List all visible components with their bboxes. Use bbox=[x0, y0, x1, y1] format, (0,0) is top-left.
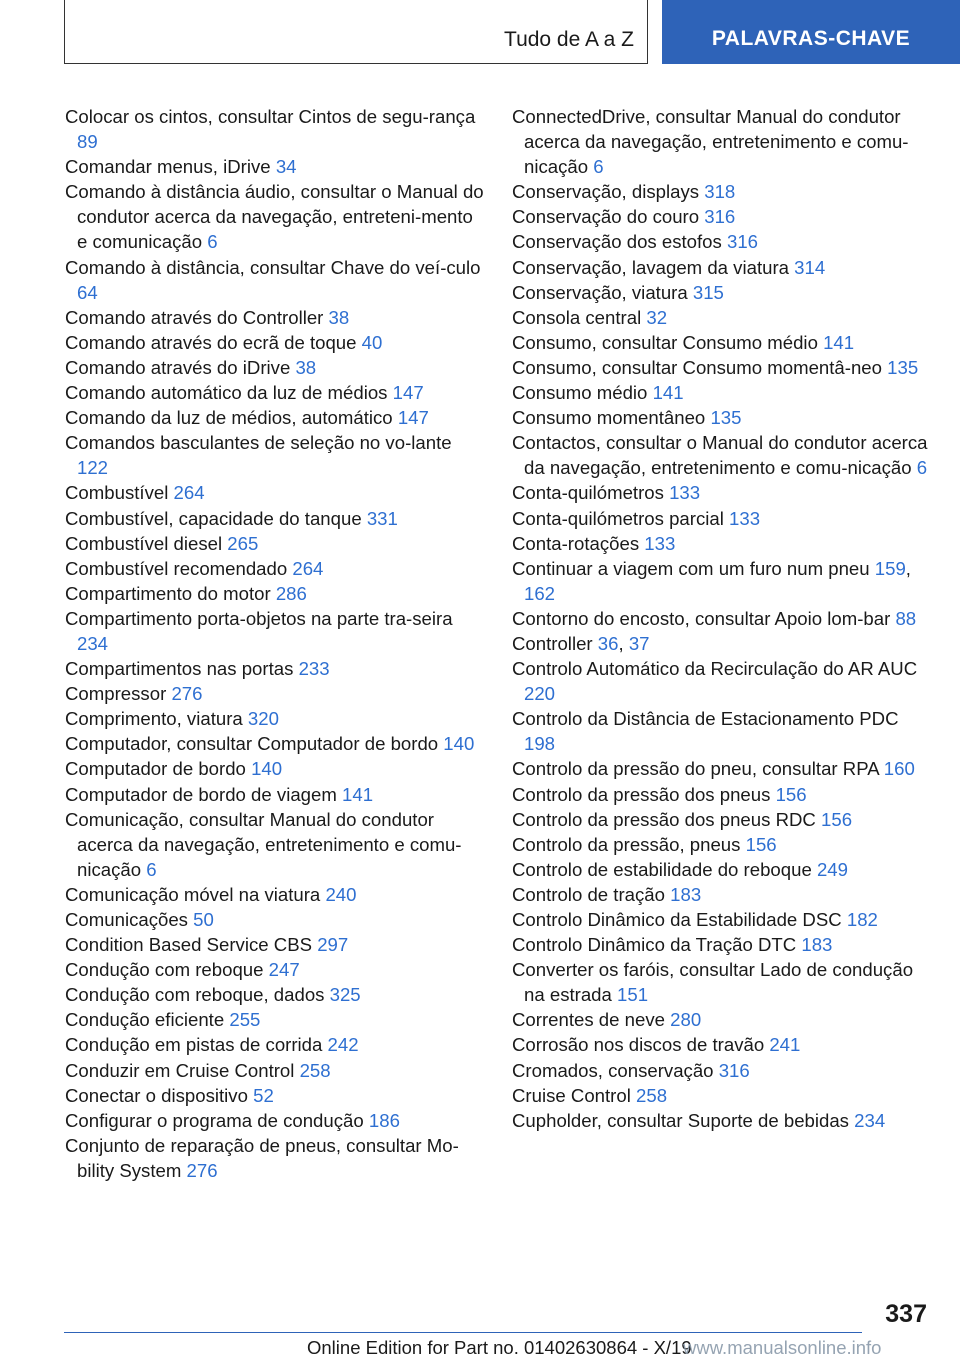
index-entry bbox=[512, 229, 932, 254]
index-entry bbox=[65, 480, 485, 505]
page-reference-link[interactable]: 38 bbox=[328, 306, 350, 328]
page-reference-link[interactable]: 156 bbox=[775, 783, 807, 805]
page-reference-link[interactable]: 182 bbox=[846, 909, 878, 930]
index-entry bbox=[65, 656, 485, 681]
index-entry-term: Combustível diesel bbox=[65, 532, 228, 554]
index-column-left bbox=[65, 104, 485, 1183]
index-entry-term: Conservação dos estofos bbox=[512, 231, 727, 253]
page-reference-link[interactable]: 140 bbox=[251, 758, 283, 780]
page-reference-link[interactable]: 133 bbox=[669, 482, 701, 504]
index-entry-term: Continuar a viagem com um furo num pneu bbox=[512, 557, 875, 579]
index-entry bbox=[512, 1108, 932, 1133]
page-reference-link[interactable]: 258 bbox=[636, 1084, 668, 1106]
index-entry-term: Comando à distância, consultar Chave do veí-culo bbox=[65, 256, 481, 278]
index-entry-term: Compartimento porta-objetos na parte tra-seira bbox=[65, 607, 453, 629]
index-entry bbox=[512, 1058, 932, 1083]
page-reference-link[interactable]: 34 bbox=[275, 156, 297, 178]
index-entry bbox=[65, 581, 485, 606]
index-entry-term: Consumo médio bbox=[512, 382, 653, 404]
index-entry-term: Conservação, displays bbox=[512, 181, 705, 203]
page-reference-link[interactable]: 147 bbox=[392, 382, 424, 404]
page-reference-link[interactable]: 234 bbox=[77, 632, 109, 654]
index-entry bbox=[512, 932, 932, 957]
page-reference-link[interactable]: 247 bbox=[268, 959, 300, 981]
page-reference-link[interactable]: 38 bbox=[295, 356, 317, 378]
footer-watermark[interactable]: www.manualsonline.info bbox=[683, 1337, 882, 1358]
index-entry bbox=[512, 756, 932, 781]
page-reference-link[interactable]: 325 bbox=[329, 984, 361, 1006]
index-entry-term: Conduzir em Cruise Control bbox=[65, 1059, 300, 1081]
index-entry-term: Configurar o programa de condução bbox=[65, 1109, 369, 1131]
page-reference-link[interactable]: 276 bbox=[186, 1159, 218, 1181]
index-entry bbox=[512, 1032, 932, 1057]
page-reference-link[interactable]: 162 bbox=[524, 582, 556, 604]
index-entry-term: Comando através do Controller bbox=[65, 306, 329, 328]
index-entry bbox=[512, 832, 932, 857]
index-entry-term: ConnectedDrive, consultar Manual do condutor acerca da navegação, entretenimento e comu-nicação bbox=[512, 106, 909, 178]
index-entry bbox=[512, 882, 932, 907]
index-entry bbox=[512, 355, 932, 380]
index-entry-term: Compartimentos nas portas bbox=[65, 658, 299, 680]
index-entry-term: Condition Based Service CBS bbox=[65, 934, 318, 956]
index-entry-term: Computador, consultar Computador de bordo bbox=[65, 733, 444, 755]
index-entry-term: Controlo da pressão dos pneus bbox=[512, 783, 776, 805]
index-entry bbox=[65, 430, 485, 480]
section-title: Tudo de A a Z bbox=[504, 28, 634, 51]
index-entry bbox=[65, 355, 485, 380]
page-reference-link[interactable]: 122 bbox=[77, 457, 109, 479]
index-entry bbox=[512, 706, 932, 756]
page-reference-link[interactable]: 258 bbox=[299, 1059, 331, 1081]
page-reference-link[interactable]: 233 bbox=[298, 658, 330, 680]
index-entry-term: Controller bbox=[512, 632, 598, 654]
index-entry bbox=[65, 1108, 485, 1133]
index-entry-term: Conjunto de reparação de pneus, consultar Mo-bility System bbox=[65, 1134, 459, 1181]
page-reference-link[interactable]: 240 bbox=[325, 883, 357, 905]
index-entry-term: Comando automático da luz de médios bbox=[65, 382, 393, 404]
index-entry-term: Comunicações bbox=[65, 909, 194, 930]
page-reference-link[interactable]: 276 bbox=[171, 683, 203, 705]
page-reference-link[interactable]: 316 bbox=[704, 206, 736, 228]
index-entry bbox=[512, 1007, 932, 1032]
index-entry-term: Controlo de tração bbox=[512, 883, 671, 905]
page-reference-link[interactable]: 264 bbox=[173, 482, 205, 504]
index-entry bbox=[65, 807, 485, 882]
index-entry-term: Condução em pistas de corrida bbox=[65, 1034, 328, 1056]
index-entry-term: Condução com reboque bbox=[65, 959, 269, 981]
index-entry-term: Controlo da pressão dos pneus RDC bbox=[512, 808, 822, 830]
index-entry bbox=[65, 1007, 485, 1032]
page-reference-link[interactable]: 318 bbox=[704, 181, 736, 203]
index-entry bbox=[65, 405, 485, 430]
index-entry bbox=[512, 430, 932, 480]
index-entry-term: Correntes de neve bbox=[512, 1009, 671, 1031]
index-entry bbox=[512, 807, 932, 832]
index-entry-term: Comando através do ecrã de toque bbox=[65, 331, 362, 353]
page-reference-link[interactable]: 255 bbox=[229, 1009, 261, 1031]
index-entry bbox=[65, 380, 485, 405]
index-entry-term: Controlo da Distância de Estacionamento PDC bbox=[512, 708, 899, 730]
index-entry-term: Contactos, consultar o Manual do condutor acerca da navegação, entretenimento e comu-nicação bbox=[512, 432, 928, 479]
page-reference-link[interactable]: 286 bbox=[275, 582, 307, 604]
index-entry bbox=[512, 857, 932, 882]
index-entry-term: Comando da luz de médios, automático bbox=[65, 407, 398, 429]
index-entry-term: Comandos basculantes de seleção no vo-lante bbox=[65, 432, 452, 454]
index-entry-term: Conservação do couro bbox=[512, 206, 705, 228]
index-entry bbox=[65, 731, 485, 756]
index-entry: Controller 36, 37 bbox=[512, 632, 650, 654]
index-entry bbox=[512, 782, 932, 807]
index-entry bbox=[65, 556, 485, 581]
page-reference-link[interactable]: 6 bbox=[916, 457, 928, 479]
index-entry-term: Consumo momentâneo bbox=[512, 407, 711, 429]
index-entry-term: Controlo Dinâmico da Estabilidade DSC bbox=[512, 909, 847, 930]
page-reference-link[interactable]: 241 bbox=[769, 1034, 801, 1056]
index-entry bbox=[65, 882, 485, 907]
page-reference-link[interactable]: 156 bbox=[745, 833, 777, 855]
index-entry-term: Consumo, consultar Consumo médio bbox=[512, 331, 824, 353]
index-entry bbox=[512, 606, 932, 631]
page-reference-link[interactable]: 316 bbox=[726, 231, 759, 253]
index-entry-term: Cupholder, consultar Suporte de bebidas bbox=[512, 1109, 855, 1131]
page-reference-link[interactable]: 151 bbox=[617, 984, 649, 1006]
page-reference-link[interactable]: 32 bbox=[646, 306, 668, 328]
index-entry-term: Corrosão nos discos de travão bbox=[512, 1034, 770, 1056]
index-entry bbox=[65, 681, 485, 706]
index-entry-term: Cromados, conservação bbox=[512, 1059, 719, 1081]
page-reference-link[interactable]: 249 bbox=[816, 858, 848, 880]
page-reference-link[interactable]: 133 bbox=[644, 532, 676, 554]
index-entry-term: Compartimento do motor bbox=[65, 582, 276, 604]
index-entry-term: Converter os faróis, consultar Lado de condução na estrada bbox=[512, 959, 914, 1006]
index-entry bbox=[65, 782, 485, 807]
index-entry-term: Compressor bbox=[65, 683, 172, 705]
index-entry-term: Computador de bordo de viagem bbox=[65, 783, 343, 805]
index-entry-term: Controlo Dinâmico da Tração DTC bbox=[512, 934, 802, 956]
page-reference-link[interactable]: 133 bbox=[729, 507, 761, 529]
page-reference-link[interactable]: 160 bbox=[883, 758, 915, 780]
page-reference-link[interactable]: 183 bbox=[801, 934, 833, 956]
page-reference-link[interactable]: 40 bbox=[361, 331, 383, 353]
page-reference-link[interactable]: 156 bbox=[821, 808, 853, 830]
index-entry bbox=[65, 606, 485, 656]
page-reference-link[interactable]: 320 bbox=[247, 708, 279, 730]
page-reference-link[interactable]: 198 bbox=[524, 733, 556, 755]
index-entry bbox=[65, 957, 485, 982]
index-entry bbox=[512, 204, 932, 229]
page-reference-link[interactable]: 314 bbox=[794, 256, 826, 278]
index-entry-term: Conta-quilómetros bbox=[512, 482, 670, 504]
index-entry bbox=[65, 154, 485, 179]
index-entry bbox=[512, 104, 932, 179]
index-entry-term: Comprimento, viatura bbox=[65, 708, 248, 730]
index-entry-term: Consumo, consultar Consumo momentâ-neo bbox=[512, 356, 888, 378]
index-entry bbox=[65, 982, 485, 1007]
index-entry bbox=[65, 104, 485, 154]
index-entry-term: Controlo da pressão do pneu, consultar RPA bbox=[512, 758, 884, 780]
page-reference-link[interactable]: 64 bbox=[77, 281, 98, 303]
page-reference-link[interactable]: 140 bbox=[443, 733, 475, 755]
index-entry-term: Combustível recomendado bbox=[65, 557, 293, 579]
page-reference-link[interactable]: 234 bbox=[854, 1109, 886, 1131]
page-reference-link[interactable]: 36 bbox=[597, 632, 619, 654]
index-entry bbox=[512, 480, 932, 505]
index-entry bbox=[65, 932, 485, 957]
index-entry-term: Comandar menus, iDrive bbox=[65, 156, 276, 178]
page-reference-link[interactable]: 88 bbox=[895, 607, 917, 629]
index-entry bbox=[512, 255, 932, 280]
index-entry-term: Conta-rotações bbox=[512, 532, 645, 554]
page-reference-link[interactable]: 135 bbox=[887, 356, 919, 378]
index-column-right bbox=[512, 104, 932, 1133]
page-reference-link[interactable]: 141 bbox=[823, 331, 855, 353]
index-entry-term: Comando através do iDrive bbox=[65, 356, 296, 378]
index-entry-term: Condução com reboque, dados bbox=[65, 984, 330, 1006]
page-reference-link[interactable]: 52 bbox=[253, 1084, 274, 1106]
index-entry-term: Consola central bbox=[512, 306, 647, 328]
index-entry-term: Colocar os cintos, consultar Cintos de segu-rança bbox=[65, 106, 476, 127]
index-entry: Continuar a viagem com um furo num pneu 159, 162 bbox=[512, 557, 911, 604]
index-entry bbox=[512, 280, 932, 305]
index-entry bbox=[65, 1058, 485, 1083]
index-entry-term: Controlo da pressão, pneus bbox=[512, 833, 746, 855]
index-entry bbox=[65, 179, 485, 254]
page-reference-link[interactable]: 37 bbox=[628, 632, 650, 654]
index-entry-term: Contorno do encosto, consultar Apoio lom-bar bbox=[512, 607, 896, 629]
page-reference-link[interactable]: 280 bbox=[670, 1009, 702, 1031]
index-entry bbox=[65, 1032, 485, 1057]
index-entry bbox=[512, 179, 932, 204]
index-entry bbox=[512, 330, 932, 355]
index-entry bbox=[512, 506, 932, 531]
index-entry bbox=[65, 330, 485, 355]
index-entry-term: Conta-quilómetros parcial bbox=[512, 507, 730, 529]
index-entry-term: Comunicação móvel na viatura bbox=[65, 883, 326, 905]
index-entry-term: Comunicação, consultar Manual do condutor acerca da navegação, entretenimento e comu-nicação bbox=[65, 808, 462, 880]
footer-edition: Online Edition for Part no. 01402630864 - X/19 bbox=[307, 1337, 692, 1358]
index-entry-term: Combustível bbox=[65, 482, 174, 504]
page-reference-link[interactable]: 242 bbox=[327, 1034, 359, 1056]
index-entry bbox=[512, 1083, 932, 1108]
page-reference-link[interactable]: 186 bbox=[368, 1109, 400, 1131]
index-entry bbox=[65, 531, 485, 556]
page-number: 337 bbox=[885, 1300, 927, 1328]
index-entry bbox=[65, 907, 485, 932]
page-reference-link[interactable]: 6 bbox=[593, 156, 604, 178]
index-entry-term: Conservação, lavagem da viatura bbox=[512, 256, 795, 278]
page-reference-link[interactable]: 316 bbox=[718, 1059, 750, 1081]
page-reference-link[interactable]: 220 bbox=[524, 683, 556, 705]
index-entry bbox=[65, 305, 485, 330]
page-reference-link[interactable]: 297 bbox=[317, 934, 349, 956]
index-entry bbox=[512, 405, 932, 430]
index-entry-term: Condução eficiente bbox=[65, 1009, 230, 1031]
index-entry bbox=[65, 506, 485, 531]
page-reference-link[interactable]: 6 bbox=[207, 231, 218, 253]
footer-divider bbox=[64, 1332, 862, 1333]
page-reference-link[interactable]: 50 bbox=[193, 909, 214, 930]
index-entry-term: Computador de bordo bbox=[65, 758, 252, 780]
index-entry bbox=[512, 957, 932, 1007]
page-reference-link[interactable]: 147 bbox=[397, 407, 429, 429]
page-reference-link[interactable]: 141 bbox=[652, 382, 684, 404]
index-entry-term: Combustível, capacidade do tanque bbox=[65, 507, 367, 529]
index-entry bbox=[512, 531, 932, 556]
page-reference-link[interactable]: 141 bbox=[342, 783, 374, 805]
page-reference-link[interactable]: 315 bbox=[692, 281, 724, 303]
page-reference-link[interactable]: 135 bbox=[710, 407, 742, 429]
page-reference-link[interactable]: 264 bbox=[292, 557, 324, 579]
index-entry-term: Controlo Automático da Recirculação do AR AUC bbox=[512, 658, 918, 680]
index-entry bbox=[65, 756, 485, 781]
keywords-tab[interactable]: PALAVRAS-CHAVE bbox=[662, 0, 960, 64]
page-reference-link[interactable]: 159 bbox=[874, 557, 906, 579]
index-entry bbox=[512, 656, 932, 706]
page-reference-link[interactable]: 331 bbox=[366, 507, 398, 529]
index-entry-term: Conservação, viatura bbox=[512, 281, 693, 303]
index-entry bbox=[65, 1083, 485, 1108]
index-entry-term: Comando à distância áudio, consultar o Manual do condutor acerca da navegação, entreteni-mento e comunicação bbox=[65, 181, 484, 253]
index-entry bbox=[65, 706, 485, 731]
index-entry bbox=[512, 907, 932, 932]
page-reference-link[interactable]: 183 bbox=[670, 883, 702, 905]
index-entry-term: Controlo de estabilidade do reboque bbox=[512, 858, 817, 880]
page-reference-link[interactable]: 265 bbox=[227, 532, 259, 554]
index-entry-term: Conectar o dispositivo bbox=[65, 1084, 254, 1106]
page-reference-link[interactable]: 89 bbox=[77, 131, 98, 153]
index-entry bbox=[65, 1133, 485, 1183]
index-entry bbox=[512, 305, 932, 330]
index-entry-term: Cruise Control bbox=[512, 1084, 637, 1106]
page-reference-link[interactable]: 6 bbox=[146, 858, 157, 880]
index-entry bbox=[65, 255, 485, 305]
index-entry bbox=[512, 380, 932, 405]
